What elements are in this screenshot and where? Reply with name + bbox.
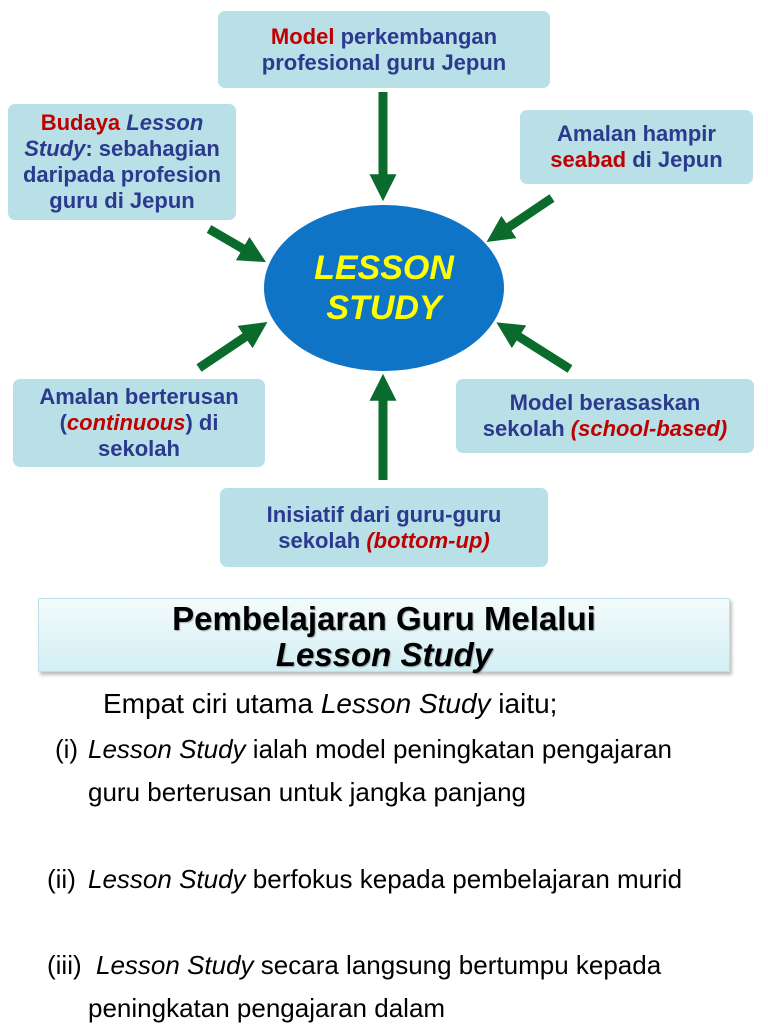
box-bottom-left: Amalan berterusan (continuous) di sekolah bbox=[13, 379, 265, 467]
box-top: Model perkembangan profesional guru Jepun bbox=[218, 11, 550, 88]
list-item: (iii) Lesson Study secara langsung bertumpu kepada peningkatan pengajaran dalam bbox=[47, 950, 662, 1023]
list-item: (ii) Lesson Study berfokus kepada pembelajaran murid bbox=[47, 864, 683, 894]
slide-title bbox=[38, 598, 730, 672]
center-ellipse: LESSON STUDY bbox=[264, 205, 504, 371]
list-item: (i) Lesson Study ialah model peningkatan pengajaran guru berterusan untuk jangka panjang bbox=[55, 734, 672, 807]
box-bottom-right: Model berasaskan sekolah (school-based) bbox=[456, 379, 754, 453]
arrow-top-right bbox=[500, 198, 552, 233]
box-top-left: Budaya Lesson Study: sebahagian daripada profesion guru di Jepun bbox=[8, 104, 236, 220]
slide-title-line2: Lesson Study bbox=[275, 636, 493, 673]
arrow-bottom-right bbox=[510, 331, 570, 369]
box-bottom: Inisiatif dari guru-guru sekolah (bottom-up) bbox=[220, 488, 548, 567]
intro-line: Empat ciri utama Lesson Study iaitu; bbox=[103, 688, 558, 719]
box-top-right: Amalan hampir seabad di Jepun bbox=[520, 110, 753, 184]
arrow-top-left bbox=[209, 229, 252, 254]
slide-title-line1: Pembelajaran Guru Melalui bbox=[172, 600, 596, 637]
arrow-bottom-left bbox=[199, 331, 254, 368]
